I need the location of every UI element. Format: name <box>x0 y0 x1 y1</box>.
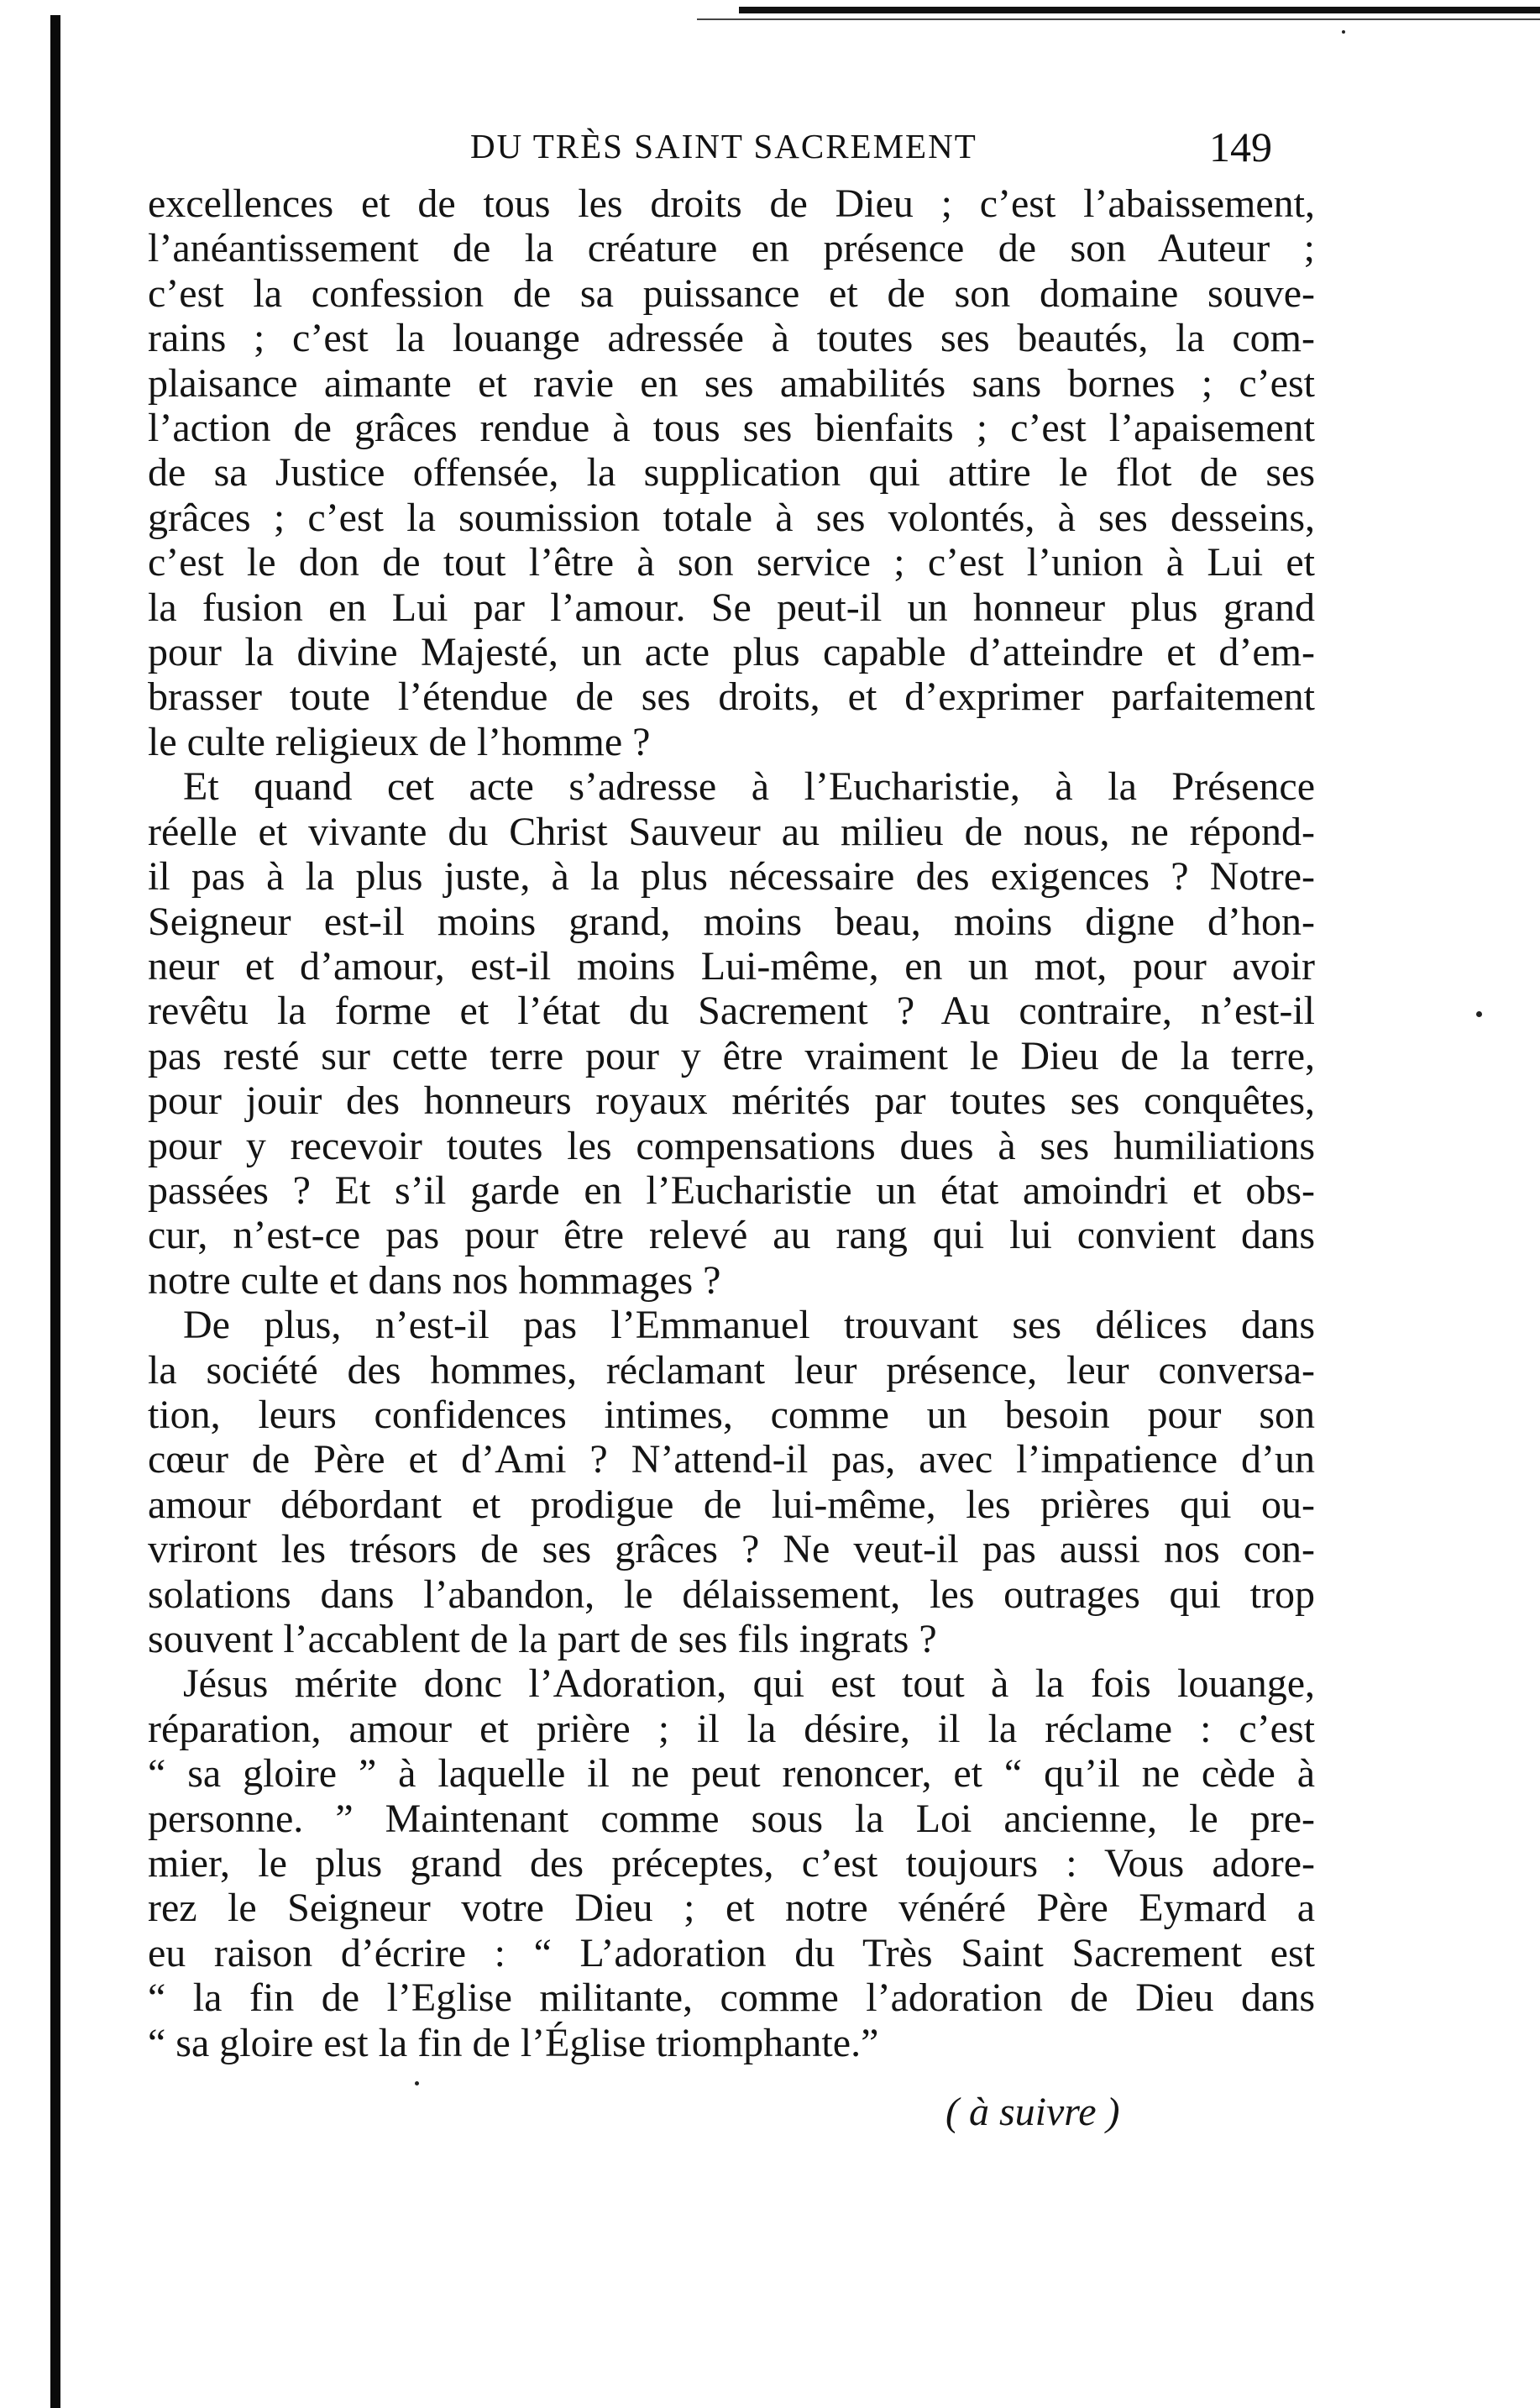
text-line: souvent l’accablent de la part de ses fils ingrats ? <box>148 1617 937 1661</box>
text-line: pas resté sur cette terre pour y être vraiment le Dieu de la terre, <box>148 1033 1315 1078</box>
page-binding-edge <box>50 15 60 2408</box>
text-line: revêtu la forme et l’état du Sacrement ? Au contraire, n’est-il <box>148 989 1315 1034</box>
text-line: mier, le plus grand des préceptes, c’est toujours : Vous adore- <box>148 1841 1315 1886</box>
top-rule-thin <box>697 18 1540 20</box>
text-line: solations dans l’abandon, le délaissement, les outrages qui trop <box>148 1571 1315 1617</box>
running-head: DU TRÈS SAINT SACREMENT <box>470 127 977 165</box>
text-line: “ sa gloire est la fin de l’Église triomphante.” <box>148 2020 879 2065</box>
text-line: de sa Justice offensée, la supplication qui attire le flot de ses <box>148 450 1315 496</box>
text-line: réelle et vivante du Christ Sauveur au milieu de nous, ne répond- <box>148 809 1315 854</box>
text-line: pour la divine Majesté, un acte plus capable d’atteindre et d’em- <box>148 630 1315 675</box>
text-line: personne. ” Maintenant comme sous la Loi ancienne, le pre- <box>148 1796 1315 1841</box>
text-line: Seigneur est-il moins grand, moins beau, moins digne d’hon- <box>148 899 1315 944</box>
print-speck <box>415 2081 419 2085</box>
text-line: notre culte et dans nos hommages ? <box>148 1257 721 1303</box>
text-line: eu raison d’écrire : “ L’adoration du Très Saint Sacrement est <box>148 1930 1315 1975</box>
text-line: grâces ; c’est la soumission totale à ses volontés, à ses desseins, <box>148 495 1315 540</box>
text-line: amour débordant et prodigue de lui-même, les prières qui ou- <box>148 1482 1315 1527</box>
text-line: pour y recevoir toutes les compensations dues à ses humiliations <box>148 1123 1315 1168</box>
text-line: vriront les trésors de ses grâces ? Ne veut-il pas aussi nos con- <box>148 1527 1315 1572</box>
body-text <box>148 181 1315 2065</box>
text-line: l’action de grâces rendue à tous ses bienfaits ; c’est l’apaisement <box>148 406 1315 451</box>
text-line: la fusion en Lui par l’amour. Se peut-il un honneur plus grand <box>148 585 1315 630</box>
text-line: neur et d’amour, est-il moins Lui-même, en un mot, pour avoir <box>148 943 1315 989</box>
text-line: “ sa gloire ” à laquelle il ne peut renoncer, et “ qu’il ne cède à <box>148 1751 1315 1797</box>
print-speck <box>1476 1011 1482 1017</box>
text-line: plaisance aimante et ravie en ses amabilités sans bornes ; c’est <box>148 360 1315 406</box>
text-line: il pas à la plus juste, à la plus nécessaire des exigences ? Notre- <box>148 854 1315 900</box>
text-line: excellences et de tous les droits de Dieu ; c’est l’abaissement, <box>148 181 1315 226</box>
text-line: tion, leurs confidences intimes, comme un besoin pour son <box>148 1392 1315 1437</box>
text-line: pour jouir des honneurs royaux mérités par toutes ses conquêtes, <box>148 1078 1315 1124</box>
text-line: “ la fin de l’Eglise militante, comme l’adoration de Dieu dans <box>148 1975 1315 2021</box>
text-line: Jésus mérite donc l’Adoration, qui est tout à la fois louange, <box>183 1661 1315 1707</box>
page-number: 149 <box>1209 123 1272 171</box>
text-line: c’est le don de tout l’être à son service ; c’est l’union à Lui et <box>148 540 1315 585</box>
text-line: l’anéantissement de la créature en présence de son Auteur ; <box>148 226 1315 271</box>
text-line: rez le Seigneur votre Dieu ; et notre vénéré Père Eymard a <box>148 1886 1315 1931</box>
print-speck <box>1342 30 1345 34</box>
text-line: c’est la confession de sa puissance et de son domaine souve- <box>148 270 1315 316</box>
top-rule <box>739 7 1540 13</box>
text-line: Et quand cet acte s’adresse à l’Eucharistie, à la Présence <box>183 764 1315 810</box>
continuation-note: ( à suivre ) <box>945 2090 1120 2134</box>
text-line: passées ? Et s’il garde en l’Eucharistie un état amoindri et obs- <box>148 1167 1315 1213</box>
text-line: rains ; c’est la louange adressée à toutes ses beautés, la com- <box>148 316 1315 361</box>
text-line: De plus, n’est-il pas l’Emmanuel trouvant ses délices dans <box>183 1303 1315 1348</box>
text-line: la société des hommes, réclamant leur présence, leur conversa- <box>148 1347 1315 1393</box>
text-line: brasser toute l’étendue de ses droits, et d’exprimer parfaitement <box>148 674 1315 720</box>
text-line: cœur de Père et d’Ami ? N’attend-il pas, avec l’impatience d’un <box>148 1437 1315 1482</box>
text-line: cur, n’est-ce pas pour être relevé au rang qui lui convient dans <box>148 1213 1315 1258</box>
text-line: le culte religieux de l’homme ? <box>148 719 651 764</box>
text-line: réparation, amour et prière ; il la désire, il la réclame : c’est <box>148 1706 1315 1751</box>
